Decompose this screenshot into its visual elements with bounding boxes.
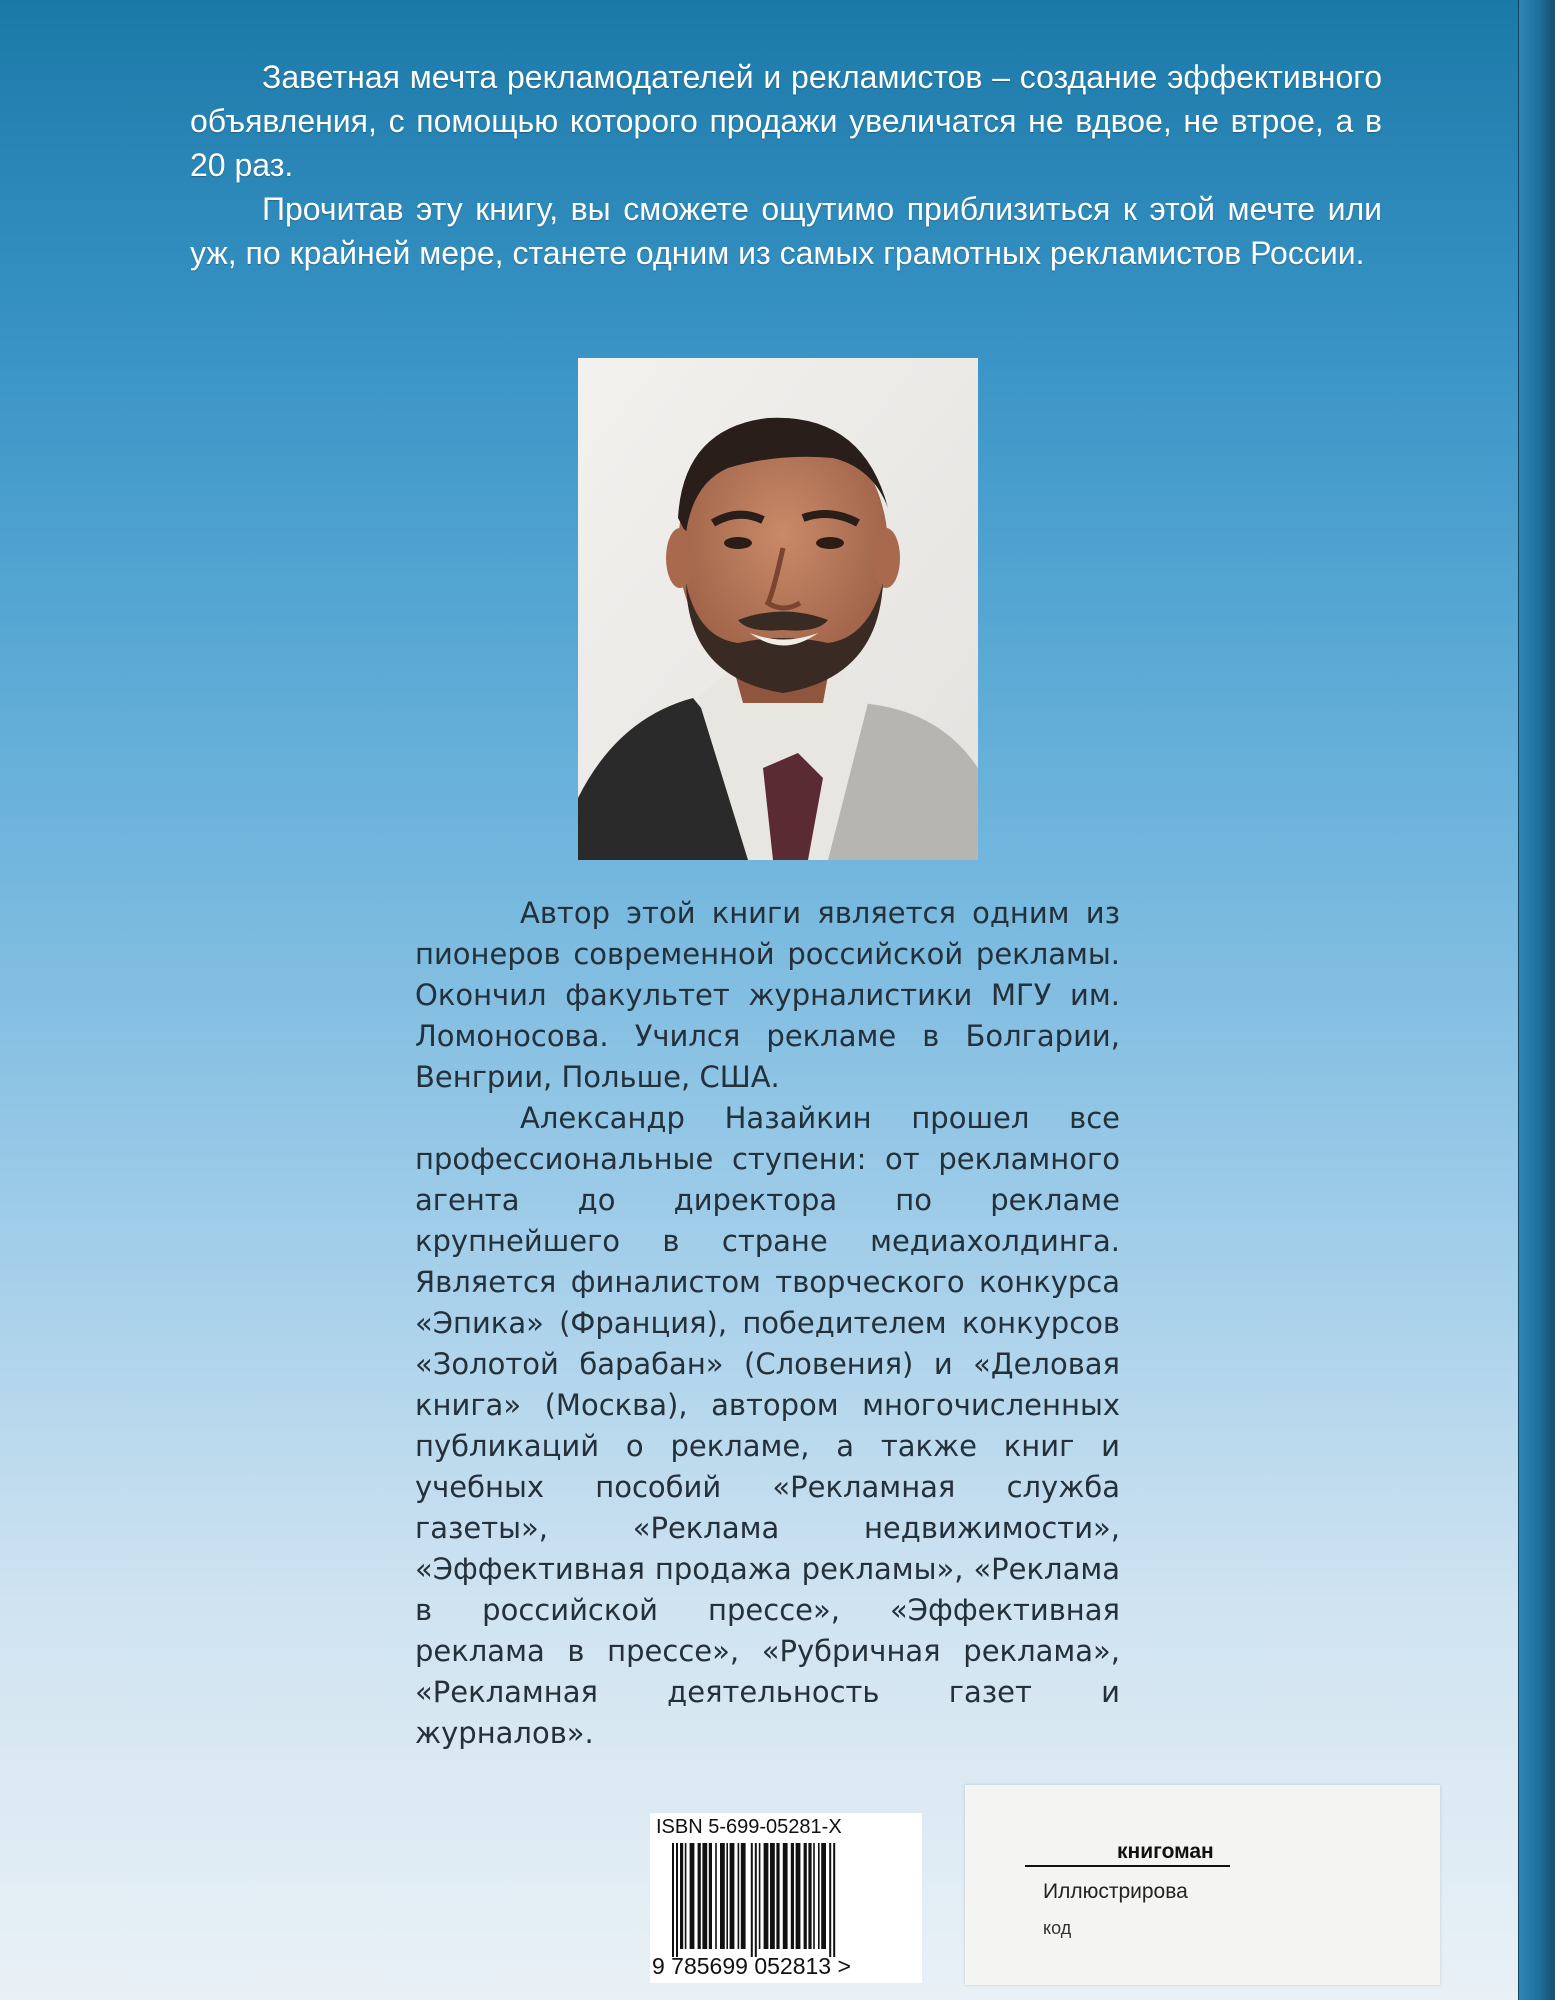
barcode-bar	[672, 1843, 674, 1957]
barcode-bar	[755, 1843, 757, 1957]
author-portrait	[578, 358, 978, 860]
book-spine	[1518, 0, 1555, 2000]
barcode	[650, 1813, 922, 1983]
ean-digits: 9 785699 052813 >	[652, 1953, 851, 1979]
author-bio	[415, 893, 1120, 1754]
sticker-rule	[1025, 1865, 1230, 1867]
barcode-bar	[685, 1843, 687, 1949]
barcode-bar	[751, 1843, 753, 1957]
barcode-bar	[818, 1843, 820, 1949]
barcode-bar	[776, 1843, 779, 1949]
barcode-bar	[720, 1843, 725, 1949]
barcode-bar	[804, 1843, 807, 1949]
barcode-bar	[791, 1843, 794, 1949]
barcode-bar	[680, 1843, 683, 1949]
barcode-bar	[730, 1843, 735, 1949]
barcode-bar	[738, 1843, 740, 1949]
sticker-store-name: книгоман	[1117, 1840, 1214, 1863]
barcode-bar	[833, 1843, 835, 1957]
barcode-bar	[808, 1843, 811, 1949]
barcode-bar	[741, 1843, 746, 1949]
barcode-bar	[709, 1843, 712, 1949]
barcode-bar	[759, 1843, 761, 1949]
bio-paragraph-1: Автор этой книги является одним из пионеров современной российской рекламы. Окончил факультет журналистики МГУ им. Ломоносова. Учился рекламе в Болгарии, Венгрии, Польше, США.	[415, 896, 1120, 1094]
barcode-bar	[764, 1843, 769, 1949]
barcode-bar	[813, 1843, 815, 1949]
isbn-label: ISBN 5-699-05281-X	[656, 1816, 842, 1838]
barcode-bar	[702, 1843, 707, 1949]
bio-paragraph-2: Александр Назайкин прошел все профессиональные ступени: от рекламного агента до директора по рекламе крупнейшего в стране медиахолдинга. Является финалистом творческого конкурса «Эпика» (Франция), победителем конкурсов «Золотой барабан» (Словения) и «Деловая книга» (Москва), автором многочисленных публикаций о рекламе, а также книг и учебных пособий «Рекламная служба газеты», «Реклама недвижимости», «Эффективная продажа рекламы», «Реклама в российской прессе», «Эффективная реклама в прессе», «Рубричная реклама», «Рекламная деятельность газет и журналов».	[415, 1101, 1120, 1750]
price-sticker	[965, 1785, 1440, 1985]
barcode-bar	[829, 1843, 831, 1957]
barcode-bar	[796, 1843, 801, 1949]
barcode-bar	[821, 1843, 826, 1949]
barcode-bar	[726, 1843, 728, 1949]
barcode-bar	[783, 1843, 788, 1949]
barcode-bar	[715, 1843, 717, 1949]
intro-text	[190, 55, 1382, 275]
intro-paragraph-2: Прочитав эту книгу, вы сможете ощутимо приблизиться к этой мечте или уж, по крайней мере, станете одним из самых грамотных рекламистов России.	[190, 191, 1382, 271]
barcode-bar	[690, 1843, 695, 1949]
barcode-bar	[698, 1843, 701, 1949]
sticker-line-2: код	[1043, 1918, 1072, 1938]
intro-paragraph-1: Заветная мечта рекламодателей и рекламистов – создание эффективного объявления, с помощью которого продажи увеличатся не вдвое, не втрое, а в 20 раз.	[190, 59, 1382, 183]
barcode-bar	[770, 1843, 775, 1949]
sticker-line-1: Иллюстрирова	[1043, 1880, 1188, 1903]
barcode-bar	[676, 1843, 678, 1957]
